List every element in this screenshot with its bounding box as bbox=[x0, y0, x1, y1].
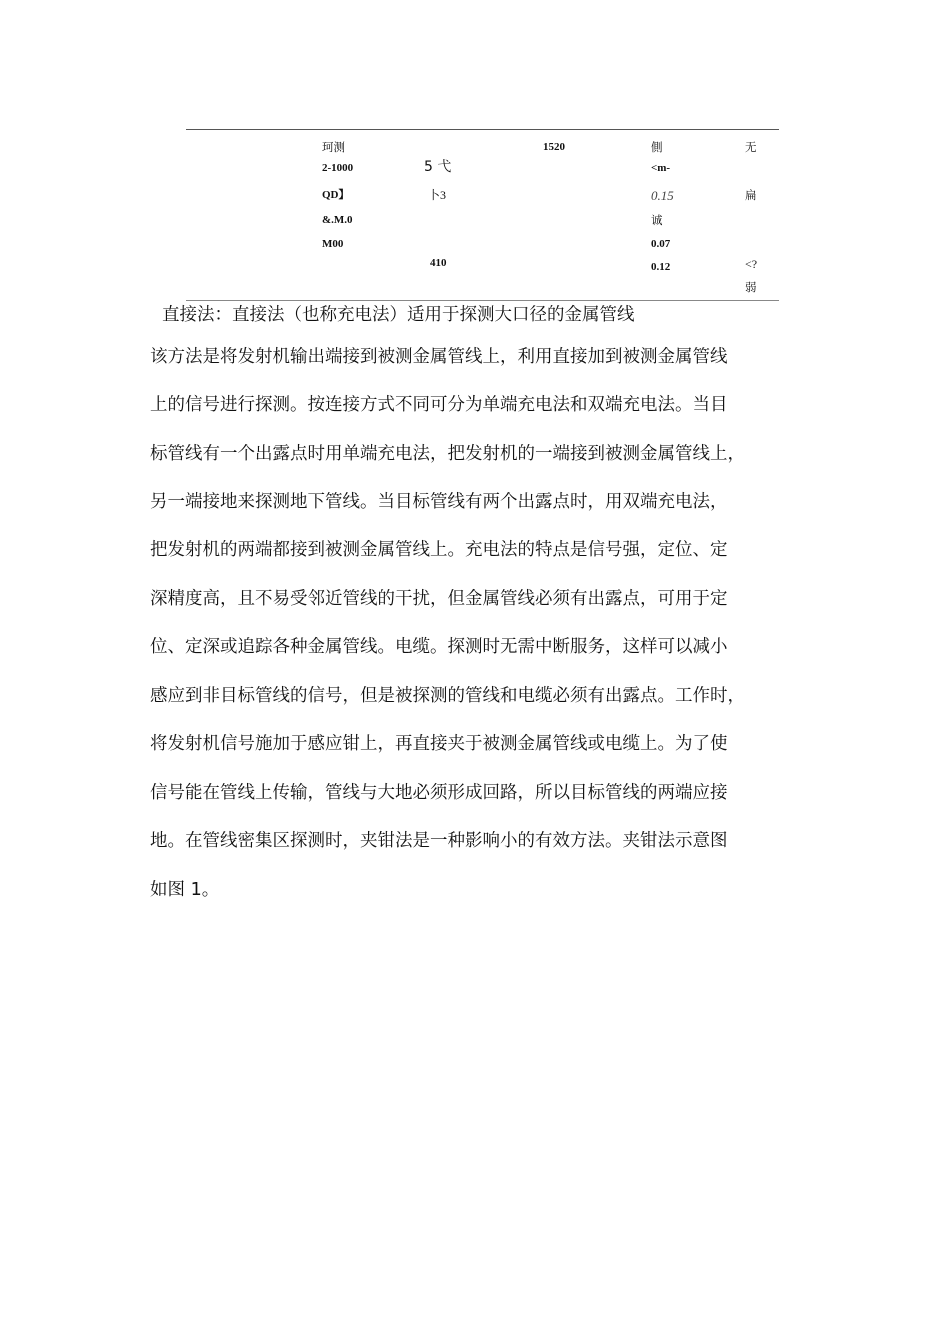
section-heading: 直接法：直接法（也称充电法）适用于探测大口径的金属管线 bbox=[162, 305, 635, 325]
paragraph-line: 位、定深或追踪各种金属管线。电缆。探测时无需中断服务，这样可以减小 bbox=[150, 637, 728, 657]
table-cell: 側 bbox=[651, 140, 663, 154]
table-cell: 弱 bbox=[745, 280, 757, 294]
table-cell: 卜3 bbox=[428, 188, 447, 202]
table-bottom-rule bbox=[186, 300, 779, 301]
table-cell: <? bbox=[745, 257, 758, 271]
paragraph-line: 将发射机信号施加于感应钳上，再直接夹于被测金属管线或电缆上。为了使 bbox=[150, 734, 728, 754]
paragraph-line: 标管线有一个出露点时用单端充电法，把发射机的一端接到被测金属管线上， bbox=[150, 444, 745, 464]
table-cell: 5 弋 bbox=[424, 159, 452, 175]
paragraph-line: 信号能在管线上传输，管线与大地必须形成回路，所以目标管线的两端应接 bbox=[150, 783, 728, 803]
paragraph-line: 地。在管线密集区探测时，夹钳法是一种影响小的有效方法。夹钳法示意图 bbox=[150, 831, 728, 851]
table-cell: 无 bbox=[745, 140, 757, 154]
paragraph-line: 上的信号进行探测。按连接方式不同可分为单端充电法和双端充电法。当目 bbox=[150, 395, 728, 415]
table-cell: 珂测 bbox=[322, 140, 345, 154]
paragraph-line: 另一端接地来探测地下管线。当目标管线有两个出露点时，用双端充电法， bbox=[150, 492, 728, 512]
table-cell: 0.07 bbox=[651, 238, 671, 250]
paragraph-line: 该方法是将发射机输出端接到被测金属管线上，利用直接加到被测金属管线 bbox=[150, 347, 728, 367]
table-cell: <m- bbox=[651, 162, 671, 174]
table-cell: 0.12 bbox=[651, 261, 671, 273]
table-cell: 0.15 bbox=[651, 188, 674, 203]
table-cell: QD】 bbox=[322, 189, 350, 201]
table-cell: 诚 bbox=[651, 213, 663, 227]
table-cell: 1520 bbox=[543, 141, 565, 153]
table-cell: &.M.0 bbox=[322, 214, 353, 226]
paragraph-line: 把发射机的两端都接到被测金属管线上。充电法的特点是信号强，定位、定 bbox=[150, 540, 728, 560]
paragraph-line: 感应到非目标管线的信号，但是被探测的管线和电缆必须有出露点。工作时， bbox=[150, 686, 745, 706]
table-cell: 2-1000 bbox=[322, 162, 354, 174]
table-cell: M00 bbox=[322, 238, 344, 250]
table-cell: 扁 bbox=[745, 188, 757, 202]
paragraph-line: 深精度高，且不易受邻近管线的干扰，但金属管线必须有出露点，可用于定 bbox=[150, 589, 728, 609]
table-top-rule bbox=[186, 129, 779, 130]
paragraph-line: 如图 1。 bbox=[150, 880, 220, 900]
table-cell: 410 bbox=[430, 257, 447, 269]
